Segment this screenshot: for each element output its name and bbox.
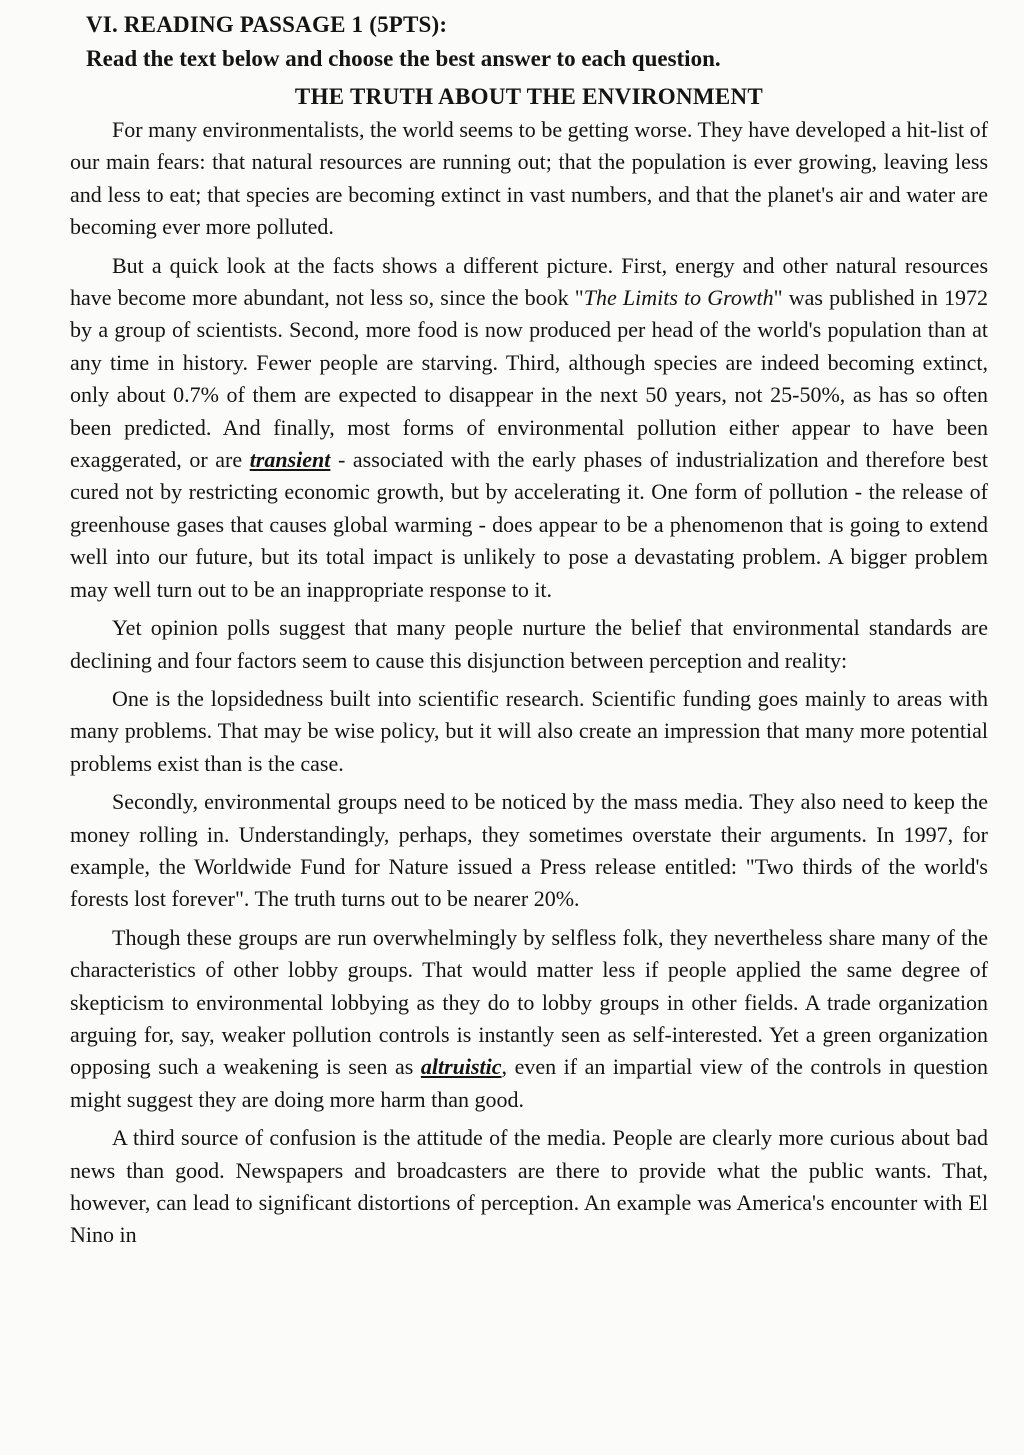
passage-title: THE TRUTH ABOUT THE ENVIRONMENT (294, 84, 764, 109)
paragraph-2-part-a: But a quick look at the facts shows a different picture. First, energy and other natural resources have become more abundant, not less so, since the book " (70, 252, 988, 311)
paragraph-4: One is the lopsidedness built into scientific research. Scientific funding goes mainly to areas with many problems. That may be wise policy, but it will also create an impression that many more potential problems exist than is the case. (70, 685, 988, 776)
paragraph-1: For many environmentalists, the world seems to be getting worse. They have developed a hit-list of our main fears: that natural resources are running out; that the population is ever growing, leaving less and less to eat; that species are becoming extinct in vast numbers, and that the planet's air and water are becoming ever more polluted. (70, 117, 988, 240)
vocab-word-altruistic: altruistic (420, 1054, 502, 1080)
paragraph-6 (70, 922, 988, 1116)
instruction-text: Read the text below and choose the best answer to each question. (86, 46, 721, 71)
paragraph-2 (70, 250, 988, 606)
paragraph-3: Yet opinion polls suggest that many people nurture the belief that environmental standards are declining and four factors seem to cause this disjunction between perception and reality: (70, 615, 988, 673)
paragraph-6-part-a: Though these groups are run overwhelmingly by selfless folk, they nevertheless share many of the characteristics of other lobby groups. That would matter less if people applied the same degree of skepticism to environmental lobbying as they do to lobby groups in other fields. A trade organization arguing for, say, weaker pollution controls is instantly seen as self-interested. Yet a green organization opposing such a weakening is seen as (70, 924, 988, 1080)
paragraph-2-part-c: - associated with the early phases of industrialization and therefore best cured not by restricting economic growth, but by accelerating it. One form of pollution - the release of greenhouse gases that causes global warming - does appear to be a phenomenon that is going to extend well into our future, but its total impact is unlikely to pose a devastating problem. A bigger problem may well turn out to be an inappropriate response to it. (70, 447, 988, 602)
paragraph-5: Secondly, environmental groups need to be noticed by the mass media. They also need to keep the money rolling in. Understandingly, perhaps, they sometimes overstate their arguments. In 1997, for example, the Worldwide Fund for Nature issued a Press release entitled: "Two thirds of the world's forests lost forever". The truth turns out to be nearer 20%. (70, 789, 988, 912)
paragraph-2-part-b: " was published in 1972 by a group of scientists. Second, more food is now produced per head of the world's population than at any time in history. Fewer people are starving. Third, although species are indeed becoming extinct, only about 0.7% of them are expected to disappear in the next 50 years, not 25-50%, as has so often been predicted. And finally, most forms of environmental pollution either appear to have been exaggerated, or are (70, 285, 988, 473)
paragraph-6-part-b: , even if an impartial view of the controls in question might suggest they are doing more harm than good. (70, 1054, 988, 1112)
book-title: The Limits to Growth (583, 285, 774, 311)
section-header: VI. READING PASSAGE 1 (5PTS): (86, 12, 448, 37)
paragraph-7: A third source of confusion is the attitude of the media. People are clearly more curious about bad news than good. Newspapers and broadcasters are there to provide what the public wants. That, however, can lead to significant distortions of perception. An example was America's encounter with El Nino in (70, 1125, 988, 1248)
vocab-word-transient: transient (249, 447, 331, 473)
